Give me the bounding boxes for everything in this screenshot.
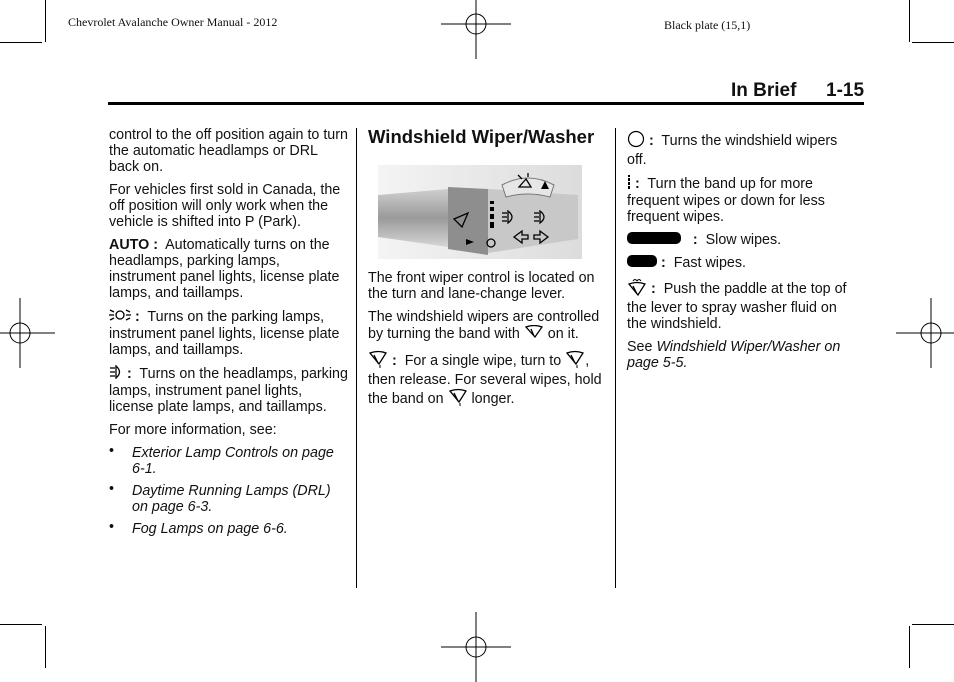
reference-link[interactable]: • Daytime Running Lamps (DRL) on page 6-3.	[109, 483, 349, 515]
paragraph-text: Slow wipes.	[705, 232, 782, 248]
column-3	[627, 130, 859, 378]
crop-mark	[0, 42, 42, 43]
reference-link[interactable]: • Fog Lamps on page 6-6.	[109, 521, 349, 537]
registration-mark-icon	[441, 0, 511, 59]
mist-wipe-icon	[565, 350, 585, 372]
section-title: In Brief	[731, 80, 797, 101]
column-divider	[615, 128, 616, 588]
paragraph-text: See	[627, 339, 653, 356]
column-divider	[356, 128, 357, 588]
paragraph: : For a single wipe, turn to , then release. For several wipes, hold the band on longer.	[368, 350, 608, 410]
registration-mark-icon	[441, 612, 511, 682]
paragraph-text: on it.	[547, 325, 579, 342]
parking-lamp-icon	[109, 308, 131, 326]
auto-description: Automatically turns on the headlamps, parking lamps, instrument panel lights, license plate lamps, and taillamps.	[109, 237, 340, 301]
headlamp-description: Turns on the headlamps, parking lamps, instrument panel lights, license plate lamps, and taillamps.	[109, 365, 348, 415]
off-circle-icon	[627, 130, 645, 152]
fast-wipe-bar-icon	[627, 255, 657, 271]
paragraph: : Turns on the parking lamps, instrument panel lights, license plate lamps, and taillamps.	[109, 308, 340, 358]
paragraph: For more information, see:	[109, 422, 277, 438]
crop-mark	[0, 624, 42, 625]
wiper-lever-illustration	[378, 165, 582, 259]
paragraph: : Turns on the headlamps, parking lamps, instrument panel lights, license plate lamps, and taillamps.	[109, 365, 348, 415]
reference-link[interactable]: • Exterior Lamp Controls on page 6-1.	[109, 445, 349, 477]
wiper-icon	[524, 325, 544, 343]
paragraph-text: , then release. For several wipes, hold the band on	[368, 352, 602, 407]
plate-label: Black plate (15,1)	[664, 18, 751, 32]
column-1	[109, 127, 349, 543]
auto-label: AUTO :	[109, 237, 158, 253]
paragraph-text: The windshield wipers are controlled by turning the band with	[368, 309, 600, 342]
washer-icon	[627, 278, 647, 300]
parking-description: Turns on the parking lamps, instrument panel lights, license plate lamps, and taillamps.	[109, 308, 340, 358]
paragraph: : Slow wipes.	[627, 232, 859, 248]
paragraph: For vehicles first sold in Canada, the off position will only work when the vehicle is shifted into P (Park).	[109, 182, 341, 230]
crop-mark	[45, 626, 46, 668]
paragraph-text: Fast wipes.	[673, 255, 746, 272]
paragraph: : Turns the windshield wipers off.	[627, 130, 859, 168]
document-title: Chevrolet Avalanche Owner Manual - 2012	[68, 15, 278, 29]
paragraph: : Push the paddle at the top of the lever to spray washer fluid on the windshield.	[627, 278, 859, 332]
registration-mark-icon	[896, 298, 954, 368]
crop-mark	[909, 626, 910, 668]
paragraph-text: longer.	[471, 390, 515, 407]
paragraph-text: Turn the band up for more frequent wipes or down for less frequent wipes.	[627, 175, 825, 225]
paragraph-text: Push the paddle at the top of the lever to spray washer fluid on the windshield.	[627, 281, 847, 333]
reference-list	[109, 445, 349, 537]
column-2	[368, 270, 608, 417]
page-number: 1-15	[826, 80, 865, 101]
slow-wipe-bar-icon	[627, 232, 681, 248]
paragraph: : Turn the band up for more frequent wipes or down for less frequent wipes.	[627, 175, 825, 225]
paragraph	[368, 309, 608, 343]
mist-wipe-icon	[448, 388, 468, 410]
crop-mark	[912, 624, 954, 625]
paragraph: The front wiper control is located on the turn and lane-change lever.	[368, 270, 595, 302]
crop-mark	[45, 0, 46, 42]
paragraph	[109, 237, 349, 301]
reference-link[interactable]: Windshield Wiper/Washer on page 5-5.	[627, 339, 841, 372]
section-heading: Windshield Wiper/Washer	[368, 126, 595, 147]
paragraph: : Fast wipes.	[627, 255, 859, 271]
crop-mark	[909, 0, 910, 42]
paragraph	[627, 339, 859, 371]
paragraph: control to the off position again to turn the automatic headlamps or DRL back on.	[109, 127, 348, 175]
paragraph-text: For a single wipe, turn to	[404, 352, 562, 369]
headlamp-icon	[109, 365, 123, 383]
paragraph-text: Turns the windshield wipers off.	[627, 132, 838, 168]
header-rule	[108, 102, 864, 105]
registration-mark-icon	[0, 298, 55, 368]
crop-mark	[912, 42, 954, 43]
mist-wipe-icon	[368, 350, 388, 372]
